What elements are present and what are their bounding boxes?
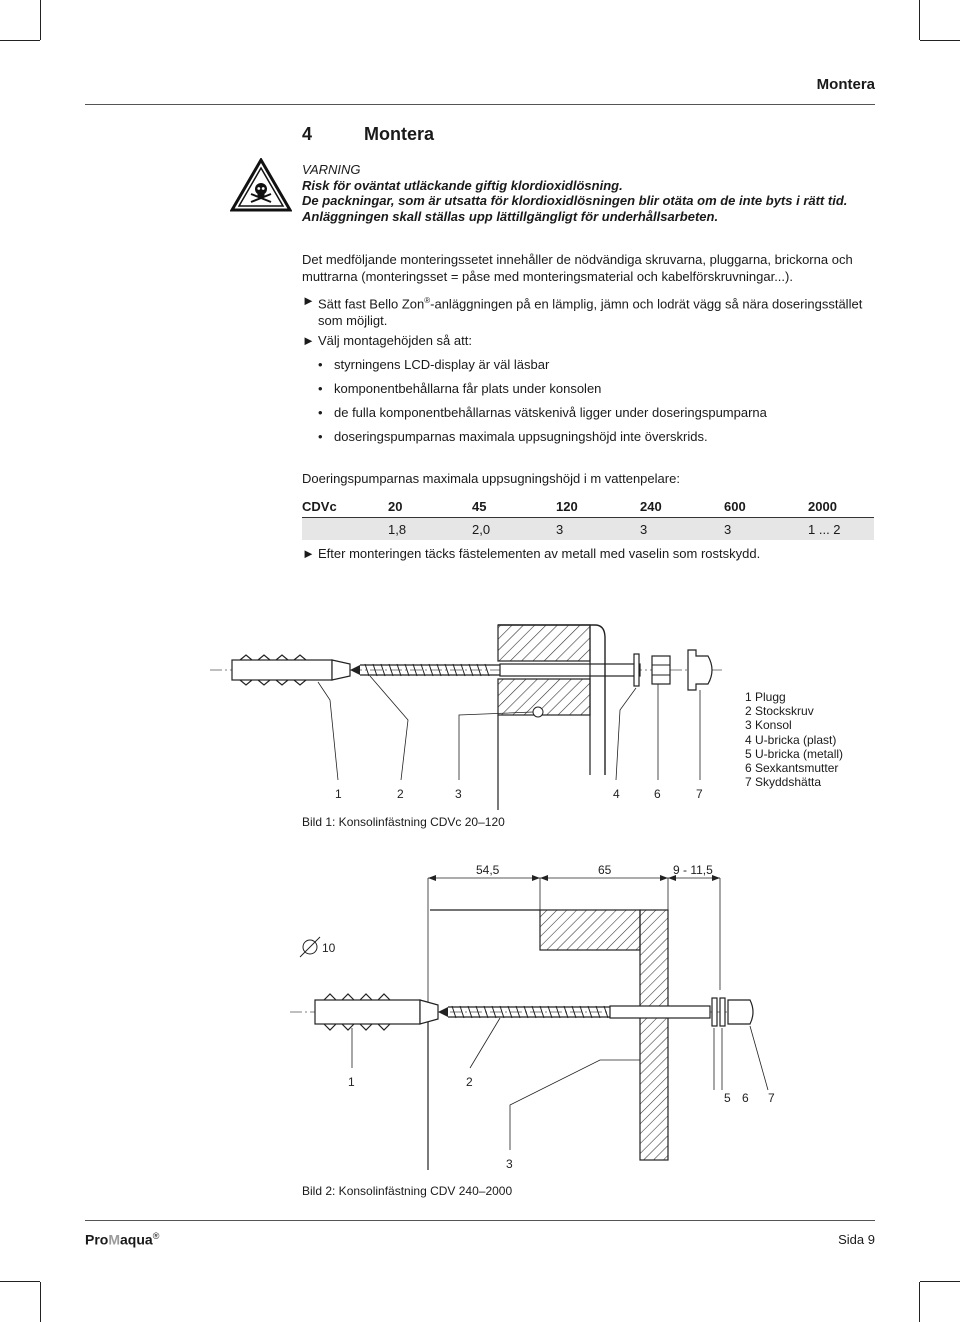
callout-label: 7 — [768, 1091, 775, 1105]
crop-mark — [0, 40, 40, 41]
callout-label: 4 — [613, 787, 620, 801]
list-item: • styrningens LCD-display är väl läsbar — [318, 357, 550, 372]
intro-paragraph: Det medföljande monteringssetet innehåller de nödvändiga skruvarna, pluggarna, brickorna och muttrarna (monteringsset = påse med monteringsmaterial och kabelförskruvningar...). — [302, 252, 853, 284]
figure-1-caption: Bild 1: Konsolinfästning CDVc 20–120 — [302, 815, 505, 829]
bracket-shape — [498, 625, 605, 810]
callout-label: 5 — [724, 1091, 731, 1105]
legend-item: 3 Konsol — [745, 718, 792, 733]
callout-label: 2 — [397, 787, 404, 801]
instruction-step — [302, 332, 882, 349]
callout-label: 1 — [335, 787, 342, 801]
table-header-cell: 2000 — [808, 495, 874, 518]
instruction-step — [302, 545, 882, 562]
callout-label: 6 — [654, 787, 661, 801]
table-header-cell: CDVc — [302, 495, 388, 518]
crop-mark — [919, 1282, 920, 1322]
table-cell: 3 — [640, 518, 724, 541]
plug-shape — [315, 994, 438, 1030]
warning-block — [302, 162, 882, 224]
figure-2-drawing — [280, 850, 800, 1180]
footer-rule — [85, 1220, 875, 1221]
table-row — [302, 518, 874, 541]
legend-item: 7 Skyddshätta — [745, 775, 822, 790]
washer-shape — [712, 998, 717, 1026]
crop-mark — [920, 40, 960, 41]
list-item: • de fulla komponentbehållarnas vätskenivå ligger under doseringspumparna — [318, 405, 767, 420]
callout-label: 2 — [466, 1075, 473, 1089]
crop-mark — [40, 0, 41, 40]
table-header-cell: 240 — [640, 495, 724, 518]
legend-item: 1 Plugg — [745, 690, 786, 704]
table-cell: 3 — [724, 518, 808, 541]
step-text: Sätt fast Bello Zon — [318, 296, 425, 312]
bullet-icon: • — [318, 357, 323, 372]
warning-signal-word: VARNING — [302, 162, 361, 177]
table-header-cell: 120 — [556, 495, 640, 518]
washer-shape — [720, 998, 725, 1026]
table-cell: 3 — [556, 518, 640, 541]
figure-1-legend — [745, 690, 843, 789]
crop-mark — [0, 1281, 40, 1282]
step-text: Välj montagehöjden så att: — [318, 333, 472, 348]
diameter-value: 10 — [322, 941, 336, 955]
diameter-icon — [300, 937, 320, 957]
legend-item: 5 U-bricka (metall) — [745, 746, 844, 761]
page-number: Sida 9 — [838, 1232, 875, 1247]
crop-mark — [919, 0, 920, 40]
wall-shape — [640, 910, 668, 1160]
nut-shape — [652, 656, 670, 684]
toxic-warning-icon — [230, 158, 292, 212]
bracket-shape — [540, 910, 640, 950]
dimension-label: 9 - 11,5 — [673, 863, 713, 877]
table-header-cell: 45 — [472, 495, 556, 518]
bullet-icon: • — [318, 381, 323, 396]
table-cell: 1 ... 2 — [808, 518, 874, 541]
callout-label: 1 — [348, 1075, 355, 1089]
bullet-icon: • — [318, 429, 323, 444]
table-header-cell: 20 — [388, 495, 472, 518]
dimension-label: 54,5 — [476, 863, 500, 877]
table-cell — [302, 518, 388, 541]
legend-item: 2 Stockskruv — [745, 704, 814, 719]
callout-label: 3 — [455, 787, 462, 801]
arrow-right-icon: ► — [302, 333, 315, 348]
legend-item: 4 U-bricka (plast) — [745, 732, 837, 747]
callout-label: 7 — [696, 787, 703, 801]
chapter-number: 4 — [302, 124, 313, 144]
warning-line: Anläggningen skall ställas upp lättillgängligt för underhållsarbeten. — [302, 208, 719, 224]
table-intro: Doeringspumparnas maximala uppsugningshöjd i m vattenpelare: — [302, 471, 680, 486]
running-header: Montera — [816, 76, 875, 93]
callout-label: 3 — [506, 1157, 513, 1171]
warning-line: De packningar, som är utsatta för klordioxidlösningen blir otäta om de inte byts i rätt tid. — [302, 193, 848, 208]
header-rule — [85, 104, 875, 105]
callout-label: 6 — [742, 1091, 749, 1105]
registered-mark: ® — [424, 296, 431, 305]
bullet-icon: • — [318, 405, 323, 420]
arrow-right-icon: ► — [302, 293, 315, 308]
table-header-cell: 600 — [724, 495, 808, 518]
chapter-title: Montera — [364, 124, 435, 144]
suction-height-table — [302, 495, 874, 540]
arrow-right-icon: ► — [302, 546, 315, 561]
crop-mark — [920, 1281, 960, 1282]
dimension-label: 65 — [598, 863, 612, 877]
legend-item: 6 Sexkantsmutter — [745, 761, 839, 776]
crop-mark — [40, 1282, 41, 1322]
step-text: Efter monteringen täcks fästelementen av metall med vaselin som rostskydd. — [318, 546, 761, 561]
table-cell: 2,0 — [472, 518, 556, 541]
list-item: • komponentbehållarna får plats under konsolen — [318, 381, 602, 396]
nut-shape — [728, 1000, 753, 1024]
plug-shape — [232, 655, 350, 685]
warning-line: Risk för oväntat utläckande giftig klordioxidlösning. — [302, 177, 623, 193]
figure-2-caption: Bild 2: Konsolinfästning CDV 240–2000 — [302, 1184, 513, 1198]
list-item: • doseringspumparnas maximala uppsugningshöjd inte överskrids. — [318, 429, 708, 444]
washer-shape — [634, 654, 639, 686]
table-header-row — [302, 495, 874, 518]
cap-shape — [688, 650, 712, 690]
instruction-step — [302, 292, 882, 329]
table-cell: 1,8 — [388, 518, 472, 541]
step-text: -anläggningen på en lämplig, jämn och lodrät vägg så nära doseringsstället som möjligt. — [318, 296, 863, 329]
figure-1-drawing — [200, 620, 760, 810]
brand-logo: ProMaqua® — [85, 1231, 160, 1248]
